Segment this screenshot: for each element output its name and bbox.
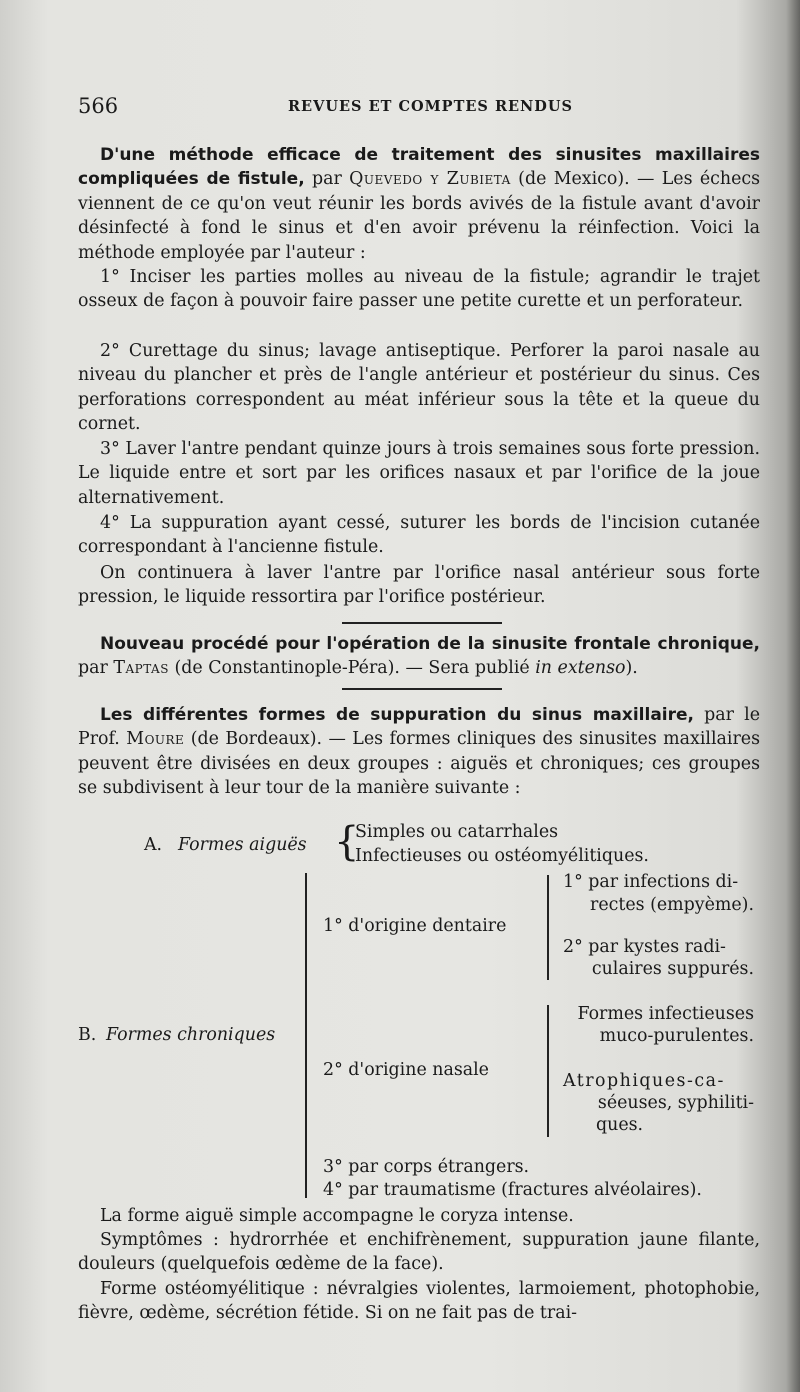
- article3-title: Les différentes formes de suppuration du sinus maxillaire,: [100, 705, 695, 725]
- separator-rule-2: [342, 688, 502, 690]
- article2-paragraph: [78, 632, 760, 681]
- page-gutter-shadow: [786, 0, 800, 1392]
- nasale-item-3: Atrophiques-ca-: [563, 1071, 725, 1091]
- article3-affiliation: (de Bordeaux).: [190, 729, 323, 750]
- nasale-item-5: ques.: [596, 1115, 644, 1135]
- class-a-item-2: Infectieuses ou ostéomyélitiques.: [355, 846, 649, 866]
- nasale-item-2: muco-purulentes.: [599, 1026, 754, 1046]
- article2-affiliation: (de Constantinople-Péra).: [174, 658, 400, 679]
- running-head: REVUES ET COMPTES RENDUS: [288, 98, 573, 115]
- dentaire-brace: [547, 875, 549, 980]
- article3-after-3: Forme ostéomyélitique : névralgies violentes, larmoiement, photophobie, fièvre, œdème, sécrétion fétide. Si on ne fait pas de trai-: [78, 1279, 760, 1324]
- class-b-label: B.: [78, 1025, 97, 1045]
- page-number: 566: [78, 94, 119, 118]
- class-a-item-1: Simples ou catarrhales: [355, 822, 559, 842]
- article1-intro: — Les échecs viennent de ce qu'on veut réunir les bords avivés de la fistule avant d'avoir désinfecté à fond le sinus et d'en avoir prévenu la réinfection. Voici la méthode employée par l'auteur :: [78, 169, 761, 263]
- article2-author-prefix: par: [78, 658, 108, 679]
- article2-note-end: ).: [625, 658, 638, 679]
- class-b-dentaire: 1° d'origine dentaire: [323, 916, 507, 936]
- class-b-brace: [305, 873, 307, 1198]
- class-a-brace: {: [334, 819, 360, 865]
- nasale-item-1: Formes infectieuses: [577, 1004, 754, 1024]
- article2-note: — Sera publié: [405, 658, 530, 679]
- article1-step-2: 2° Curettage du sinus; lavage antiseptique. Perforer la paroi nasale au niveau du plancher et près de l'angle antérieur et postérieur du sinus. Ces perforations correspondent au méat inférieur sous la tête et la queue du cornet.: [78, 341, 760, 435]
- article3-after-1: La forme aiguë simple accompagne le coryza intense.: [100, 1206, 574, 1226]
- separator-rule-1: [342, 622, 502, 624]
- article2-author: Taptas: [113, 658, 169, 679]
- article3-after-2: Symptômes : hydrorrhée et enchifrènement, suppuration jaune filante, douleurs (quelquefois œdème de la face).: [78, 1230, 760, 1275]
- article1-affiliation: (de Mexico).: [518, 169, 630, 190]
- class-b-trauma: 4° par traumatisme (fractures alvéolaires).: [323, 1180, 702, 1200]
- nasale-item-4: séeuses, syphiliti-: [597, 1093, 754, 1113]
- article2-title: Nouveau procédé pour l'opération de la sinusite frontale chronique,: [100, 634, 760, 654]
- article3-intro: — Les formes cliniques des sinusites maxillaires peuvent être divisées en deux groupes : aiguës et chroniques; ces groupes se subdivisent à leur tour de la manière suivante :: [78, 729, 760, 799]
- page-header: [78, 94, 758, 122]
- class-b-title: Formes chroniques: [106, 1025, 276, 1045]
- article3-intro-paragraph: [78, 703, 760, 801]
- dentaire-item-4: culaires suppurés.: [591, 959, 754, 979]
- nasale-brace: [547, 1005, 549, 1137]
- article2-note-italic: in extenso: [535, 658, 626, 679]
- article1-step-3: 3° Laver l'antre pendant quinze jours à trois semaines sous forte pression. Le liquide entre et sort par les orifices nasaux et par l'orifice de la joue alternativement.: [78, 439, 760, 508]
- article3-author: Moure: [126, 729, 185, 750]
- class-a-label: A.: [144, 835, 163, 855]
- class-b-nasale: 2° d'origine nasale: [323, 1060, 489, 1080]
- article1-step-4: 4° La suppuration ayant cessé, suturer les bords de l'incision cutanée correspondant à l'ancienne fistule.: [78, 513, 760, 558]
- dentaire-item-2: rectes (empyème).: [590, 895, 754, 915]
- article1-step-1: 1° Inciser les parties molles au niveau de la fistule; agrandir le trajet osseux de façon à pouvoir faire passer une petite curette et un perforateur.: [78, 267, 760, 312]
- class-a-title: Formes aiguës: [178, 835, 307, 855]
- article1-author-prefix: par: [312, 169, 342, 190]
- dentaire-item-3: 2° par kystes radi-: [563, 937, 726, 957]
- article1-intro-paragraph: [78, 143, 760, 265]
- class-b-corps: 3° par corps étrangers.: [323, 1157, 530, 1177]
- article1-title: D'une méthode efficace de traitement des sinusites maxillaires compliquées de fistule,: [78, 145, 760, 190]
- dentaire-item-1: 1° par infections di-: [563, 872, 739, 892]
- article1-author: Quevedo y Zubieta: [349, 169, 511, 190]
- article1-conclusion: On continuera à laver l'antre par l'orifice nasal antérieur sous forte pression, le liquide ressortira par l'orifice postérieur.: [78, 563, 760, 608]
- article3-author-prefix: par le Prof.: [78, 705, 760, 750]
